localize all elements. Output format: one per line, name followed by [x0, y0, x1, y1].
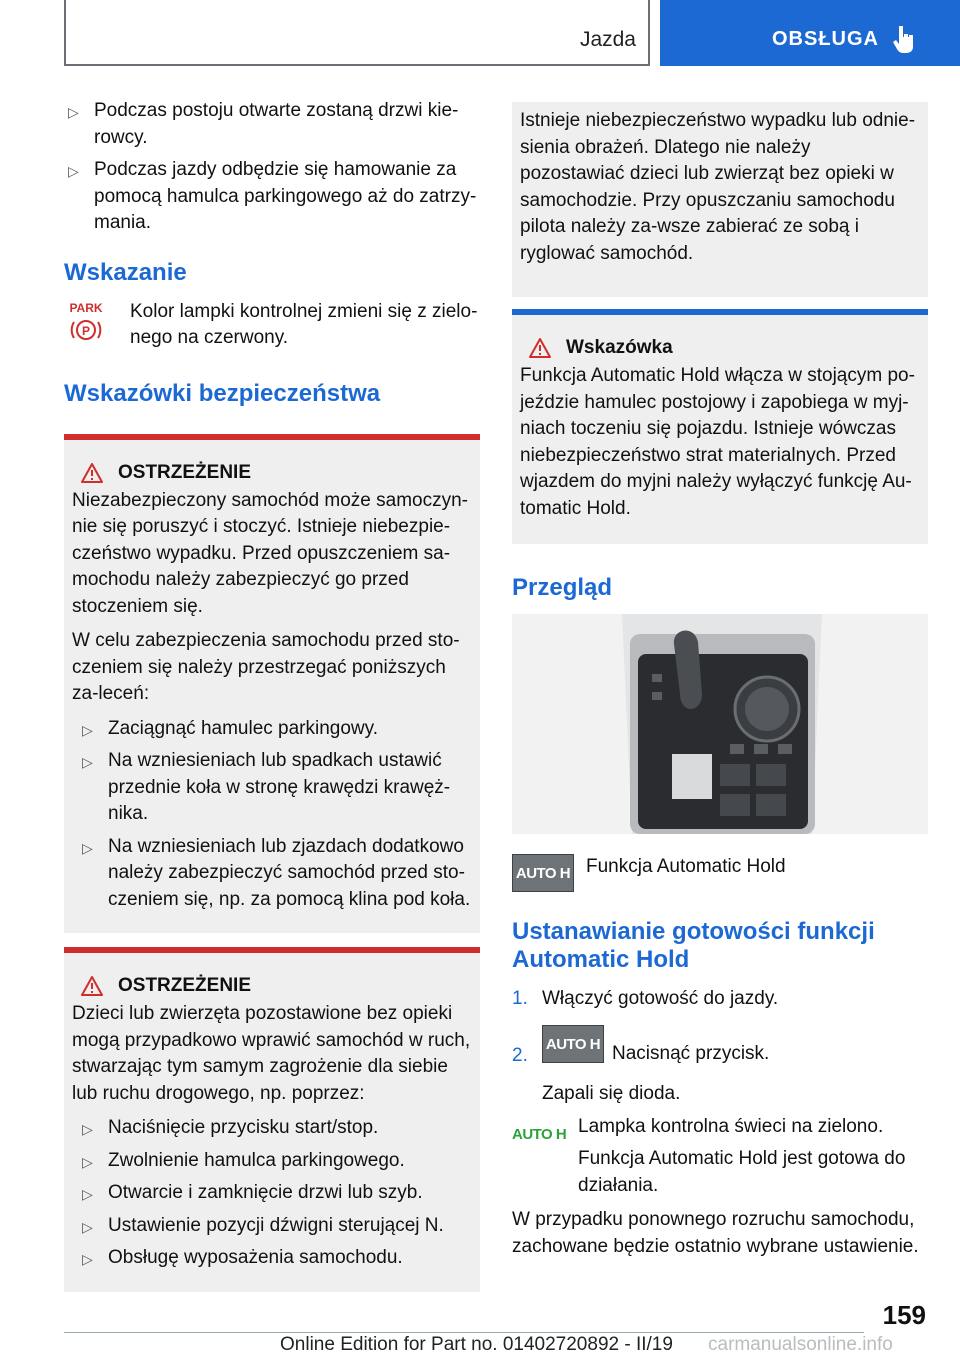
triangle-bullet-icon: ▷	[82, 839, 93, 856]
lamp-row	[512, 1114, 928, 1200]
warning-paragraph: Niezabezpieczony samochód może samoczyn‐nie się poruszyć i stoczyć. Istnieje niebezpie‐czeństwo wypadku. Przed opuszczeniem sa‐mochodu należy zabezpieczyć go przed stoczeniem się.	[72, 489, 469, 617]
triangle-bullet-icon: ▷	[82, 1251, 93, 1267]
notice-triangle-icon	[528, 337, 552, 359]
warning-continuation-box	[512, 102, 928, 297]
warning-box-1	[64, 434, 480, 934]
notice-paragraph: Funkcja Automatic Hold włącza w stojącym po‐jeździe hamulec postojowy i zapobiega w myj‐niach toczeniu się pojazdu. Istnieje wówczas niebezpieczeństwo strat materialnych. Przed wjazdem do myjni należy wyłączyć funkcję Au‐tomatic Hold.	[520, 365, 915, 519]
top-bullets	[64, 98, 480, 237]
list-item: ▷ Naciśnięcie przycisku start/stop.	[78, 1115, 472, 1142]
list-item: ▷ Ustawienie pozycji dźwigni sterującej N.	[78, 1213, 472, 1240]
list-item: ▷ Zaciągnąć hamulec parkingowy.	[78, 716, 472, 743]
page-number: 159	[882, 1300, 926, 1330]
warning-box-2	[64, 947, 480, 1292]
footer-edition: Online Edition for Part no. 01402720892 - II/19	[280, 1334, 673, 1355]
warning-paragraph: Dzieci lub zwierzęta pozostawione bez opieki mogą przypadkowo wprawić samochód w ruch, stwarzając tym samym zagrożenie dla siebie lub ruchu drogowego, np. poprzez:	[72, 1003, 471, 1104]
warning-triangle-icon	[80, 975, 104, 997]
triangle-bullet-icon: ▷	[82, 1186, 93, 1202]
header-chapter-box	[660, 0, 960, 66]
autoh-legend-row	[512, 854, 928, 892]
list-item: ▷ Na wzniesieniach lub spadkach ustawić przednie koła w stronę krawędzi krawęż‐nika.	[82, 750, 451, 824]
notice-box	[512, 309, 928, 544]
steps-list	[512, 986, 928, 1108]
lamp-text: Funkcja Automatic Hold jest gotowa do działania.	[578, 1148, 906, 1196]
list-item: ▷ Podczas jazdy odbędzie się hamowanie za pomocą hamulca parkingowego aż do zatrzy‐mania.	[68, 159, 477, 233]
park-brake-icon	[64, 299, 130, 348]
step-sub: Zapali się dioda.	[542, 1083, 681, 1105]
center-console-photo	[512, 614, 928, 834]
list-item: ▷ Otwarcie i zamknięcie drzwi lub szyb.	[78, 1180, 472, 1207]
warning-title: OSTRZEŻENIE	[72, 462, 472, 484]
heading-przeglad: Przegląd	[512, 574, 613, 601]
autoh-caption: Funkcja Automatic Hold	[586, 856, 786, 877]
triangle-bullet-icon: ▷	[68, 104, 79, 120]
step-item: 2. AUTO H Nacisnąć przycisk. Zapali się dioda.	[512, 1025, 928, 1108]
header-section: Jazda	[579, 28, 636, 51]
triangle-bullet-icon: ▷	[82, 1218, 93, 1235]
warning-bullets	[78, 716, 472, 914]
step-item: 1. Włączyć gotowość do jazdy.	[512, 988, 779, 1009]
svg-text:PARK: PARK	[69, 300, 103, 315]
heading-ustanawianie: Ustanawianie gotowości funkcji Automatic Hold	[512, 918, 875, 973]
list-item: ▷ Obsługę wyposażenia samochodu.	[78, 1245, 472, 1272]
auto-hold-button-icon: AUTO H	[542, 1025, 604, 1063]
auto-hold-lamp-icon: AUTO H	[512, 1125, 567, 1143]
left-column	[64, 98, 480, 1292]
triangle-bullet-icon: ▷	[82, 754, 93, 770]
header-chapter: OBSŁUGA	[772, 28, 879, 50]
heading-safety: Wskazówki bezpieczeństwa	[64, 379, 381, 407]
warning-title: OSTRZEŻENIE	[72, 975, 472, 997]
auto-hold-button-icon: AUTO H	[512, 854, 574, 892]
list-item: ▷ Zwolnienie hamulca parkingowego.	[78, 1148, 472, 1175]
header-section-box	[64, 0, 650, 66]
indicator-row	[64, 299, 480, 352]
svg-text:P: P	[81, 323, 91, 338]
triangle-bullet-icon: ▷	[82, 721, 93, 738]
lamp-text: Lampka kontrolna świeci na zielono.	[578, 1115, 884, 1137]
triangle-bullet-icon: ▷	[82, 1153, 93, 1170]
final-paragraph: W przypadku ponownego rozruchu samochodu, zachowane będzie ostatnio wybrane ustawienie.	[512, 1209, 919, 1257]
heading-wskazanie: Wskazanie	[64, 258, 187, 286]
triangle-bullet-icon: ▷	[68, 163, 79, 179]
footer-divider	[64, 1332, 864, 1333]
footer-watermark: carmanualsonline.info	[708, 1334, 893, 1355]
right-column	[512, 102, 928, 1260]
notice-title: Wskazówka	[520, 337, 920, 359]
warning-triangle-icon	[80, 462, 104, 484]
warning-bullets	[78, 1115, 472, 1272]
hand-pointer-icon	[892, 24, 916, 54]
warning-paragraph: W celu zabezpieczenia samochodu przed sto‐czeniem się należy przestrzegać poniższych za‐leceń:	[72, 630, 460, 704]
indicator-text: Kolor lampki kontrolnej zmieni się z zielo‐nego na czerwony.	[130, 300, 478, 348]
warning-paragraph: Istnieje niebezpieczeństwo wypadku lub odnie‐sienia obrażeń. Dlatego nie należy pozostawiać dzieci lub zwierząt bez opieki w samochodzie. Przy opuszczaniu samochodu pilota należy za‐wsze zabierać ze sobą i ryglować samochód.	[520, 110, 916, 264]
page-header	[64, 0, 960, 66]
triangle-bullet-icon: ▷	[82, 1121, 93, 1137]
list-item: ▷ Podczas postoju otwarte zostaną drzwi kie‐rowcy.	[68, 100, 459, 148]
list-item: ▷ Na wzniesieniach lub zjazdach dodatkowo należy zabezpieczyć samochód przed sto‐czeniem się, np. za pomocą klina pod koła.	[82, 835, 471, 910]
